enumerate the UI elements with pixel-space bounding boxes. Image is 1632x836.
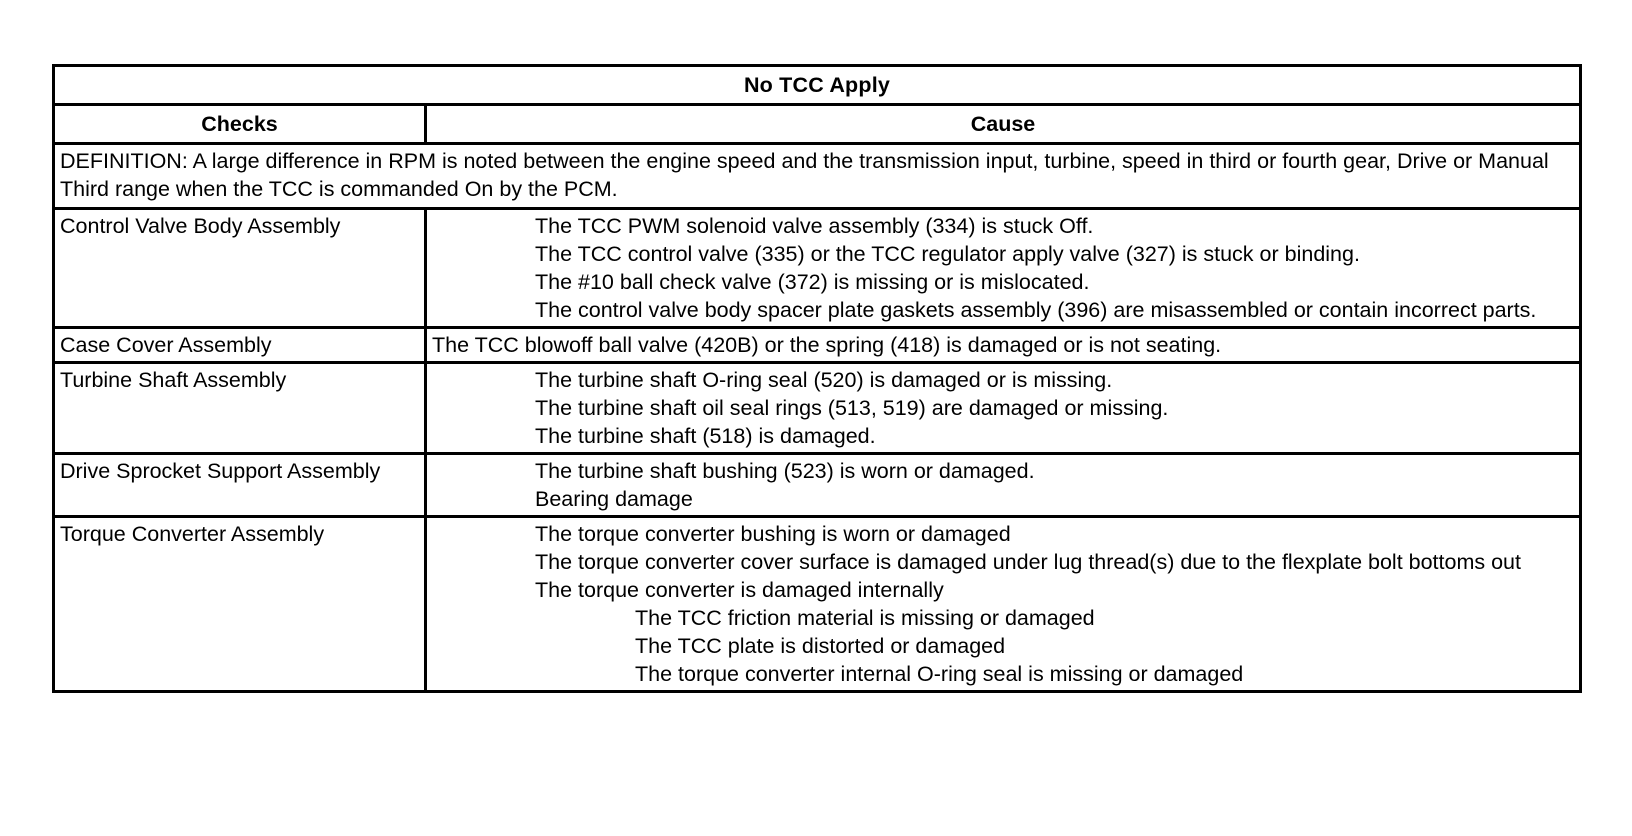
cause-item: The torque converter cover surface is damaged under lug thread(s) due to the flexplate bolt bottoms out [535,550,1521,574]
check-cell: Torque Converter Assembly [54,517,426,692]
table-row [54,454,1581,517]
definition-row [54,144,1581,209]
cause-cell [426,454,1581,517]
check-cell: Control Valve Body Assembly [54,209,426,328]
check-cell: Case Cover Assembly [54,328,426,363]
cause-item: The TCC PWM solenoid valve assembly (334) is stuck Off. [535,214,1094,238]
check-cell: Drive Sprocket Support Assembly [54,454,426,517]
header-row [54,105,1581,144]
definition-text: DEFINITION: A large difference in RPM is noted between the engine speed and the transmission input, turbine, speed in third or fourth gear, Drive or Manual Third range when the TCC is commanded On by the PCM. [54,144,1581,209]
subcause-item: The TCC friction material is missing or damaged [635,606,1095,630]
cause-item: The turbine shaft O-ring seal (520) is damaged or is missing. [535,368,1113,392]
cause-item: The turbine shaft oil seal rings (513, 519) are damaged or missing. [535,396,1169,420]
cause-item: Bearing damage [535,487,693,511]
check-cell: Turbine Shaft Assembly [54,363,426,454]
cause-item: The TCC control valve (335) or the TCC regulator apply valve (327) is stuck or binding. [535,242,1360,266]
subcause-item: The torque converter internal O-ring seal is missing or damaged [635,662,1244,686]
table-row [54,328,1581,363]
table-row [54,363,1581,454]
diagnostic-table [52,64,1582,693]
subcause-item: The TCC plate is distorted or damaged [635,634,1006,658]
cause-item: The TCC blowoff ball valve (420B) or the spring (418) is damaged or is not seating. [432,333,1222,357]
cause-cell [426,209,1581,328]
cause-item: The turbine shaft (518) is damaged. [535,424,876,448]
table-row [54,209,1581,328]
table-title: No TCC Apply [54,66,1581,105]
cause-cell [426,517,1581,692]
cause-cell [426,363,1581,454]
cause-item: The control valve body spacer plate gaskets assembly (396) are misassembled or contain incorrect parts. [535,298,1537,322]
cause-column-header: Cause [426,105,1581,144]
cause-item: The torque converter bushing is worn or damaged [535,522,1011,546]
cause-cell [426,328,1581,363]
cause-item: The torque converter is damaged internally [535,578,944,602]
cause-item: The #10 ball check valve (372) is missing or is mislocated. [535,270,1090,294]
table-row [54,517,1581,692]
title-row [54,66,1581,105]
cause-item: The turbine shaft bushing (523) is worn or damaged. [535,459,1035,483]
checks-column-header: Checks [54,105,426,144]
